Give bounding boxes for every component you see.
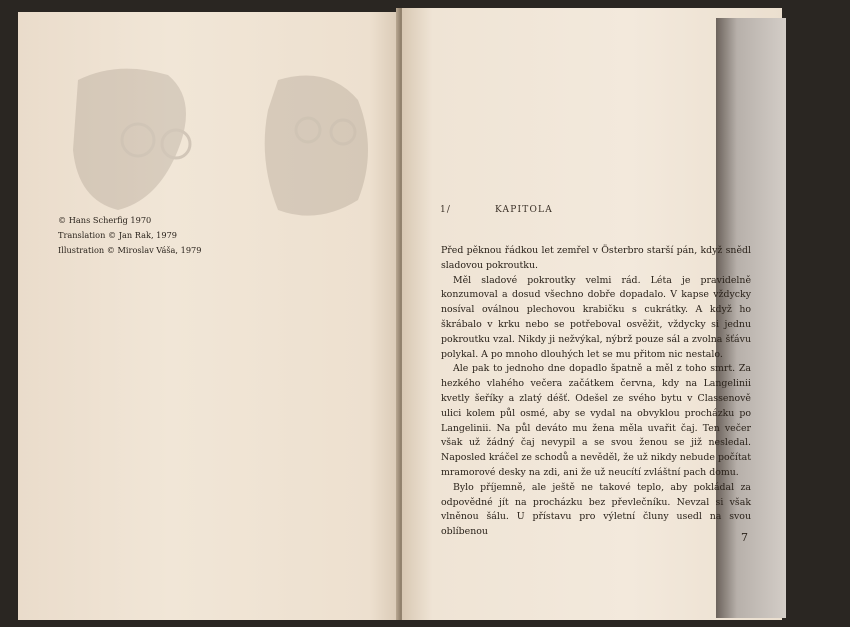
paragraph: Bylo příjemně, ale ještě ne takové teplo, aby pokládal za odpovědné jít na procházku bez převlečníku. Nevzal si však vlněnou šálu. U přístavu pro výletní čluny usedl na svou oblíbenou — [441, 481, 751, 538]
paragraph: Ale pak to jednoho dne dopadlo špatně a měl z toho smrt. Za hezkého vlahého večera začátkem června, kdy na Langelinii kvetly šeříky a zlatý déšť. Odešel ze svého bytu v Classenově ulici kolem půl osmé, aby se vydal na obvyklou procházku po Langelinii. Na půl deváto mu žena měla uvařit čaj. Ten večer však už žádný čaj nevypil a se svou ženou se již nesledal. Naposled kráčel ze schodů a nevěděl, že už nikdy nebude počítat mramorové desky na zdi, ani že už neucítí zvláštní pach domu. — [441, 363, 751, 478]
copyright-block — [58, 213, 201, 258]
chapter-heading — [440, 205, 553, 215]
right-page — [402, 8, 782, 620]
copyright-illustration: Illustration © Miroslav Váša, 1979 — [58, 245, 202, 255]
copyright-author: © Hans Scherfig 1970 — [58, 215, 152, 225]
copyright-translation: Translation © Jan Rak, 1979 — [58, 230, 178, 240]
paragraph: Měl sladové pokroutky velmi rád. Léta je pravidelně konzumoval a dosud všechno dobře dopadalo. V kapse vždycky nosíval oválnou plechovou krabičku s cukrátky. A když ho škrábalo v krku nebo se potřeboval osvěžit, vždycky si jednu pokroutku vzal. Nikdy ji nežvýkal, nýbrž pouze sál a zvolna šťávu polykal. A po mnoho dlouhých let se mu přitom nic nestalo. — [441, 274, 751, 360]
show-through-illustration — [58, 60, 398, 230]
left-page — [18, 12, 400, 620]
paragraph: Před pěknou řádkou let zemřel v Österbro starší pán, když snědl sladovou pokroutku. — [441, 245, 751, 271]
chapter-number: 1/ — [440, 205, 452, 215]
chapter-label: KAPITOLA — [495, 205, 553, 215]
page-number: 7 — [741, 531, 748, 544]
body-text — [441, 244, 751, 540]
